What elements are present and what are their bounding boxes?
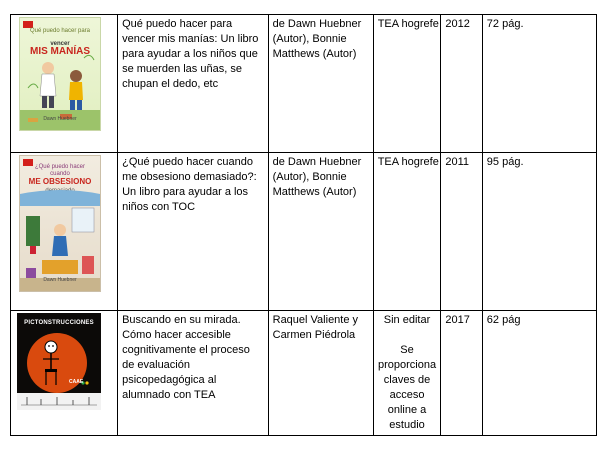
title-line: niños con TOC xyxy=(122,201,196,213)
year-cell: 2011 xyxy=(441,153,482,311)
author-line: de Dawn Huebner xyxy=(272,18,362,30)
year-cell: 2012 xyxy=(441,15,482,153)
cover-illustration xyxy=(20,156,100,291)
cover-title: ME OBSESIONO xyxy=(28,177,92,186)
publisher-line: claves de xyxy=(383,374,431,386)
publisher-cell xyxy=(373,153,441,311)
title-line: se muerden las uñas, se xyxy=(122,63,242,75)
title-line: Cómo hacer accesible xyxy=(122,329,231,341)
author-line: Raquel Valiente y xyxy=(272,314,359,326)
year-cell: 2017 xyxy=(441,311,482,436)
cover-top-text: PICTONSTRUCCIONES xyxy=(24,320,94,326)
title-line: para ayudar a los niños que xyxy=(122,48,258,60)
publisher-line: estudio xyxy=(389,419,425,431)
title-line: psicopedagógica al xyxy=(122,374,217,386)
table-row xyxy=(11,15,597,153)
pages-cell: 72 pág. xyxy=(482,15,596,153)
title-line: vencer mis manías: Un libro xyxy=(122,33,259,45)
title-line: alumnado con TEA xyxy=(122,389,216,401)
book-cover-image xyxy=(19,155,101,292)
publisher-line: Se xyxy=(400,344,414,356)
author-cell xyxy=(268,311,373,436)
title-line: ¿Qué puedo hacer cuando xyxy=(122,156,253,168)
title-line: Un libro para ayudar a los xyxy=(122,186,249,198)
table-row xyxy=(11,311,597,436)
author-cell xyxy=(268,153,373,311)
title-line: Buscando en su mirada. xyxy=(122,314,241,326)
cover-top-text: Qué puedo hacer para xyxy=(29,28,91,34)
publisher-line: TEA hogrefe xyxy=(377,18,439,30)
author-line: (Autor), Bonnie xyxy=(272,171,347,183)
books-table xyxy=(10,14,597,436)
publisher-line: TEA hogrefe xyxy=(377,156,439,168)
author-cell xyxy=(268,15,373,153)
title-cell xyxy=(118,15,269,153)
author-line: de Dawn Huebner xyxy=(272,156,362,168)
author-line: Matthews (Autor) xyxy=(272,186,357,198)
book-cover-image xyxy=(17,313,101,410)
title-line: cognitivamente el proceso xyxy=(122,344,250,356)
author-line: Matthews (Autor) xyxy=(272,48,357,60)
publisher-line: Sin editar xyxy=(383,314,431,326)
author-line: Carmen Piédrola xyxy=(272,329,356,341)
cover-author: Dawn Huebner xyxy=(43,277,77,283)
cover-top-text: ¿Qué puedo hacer cuando xyxy=(34,164,86,177)
cover-author: Dawn Huebner xyxy=(43,116,77,122)
publisher-cell xyxy=(373,15,441,153)
table-row xyxy=(11,153,597,311)
publisher-line: acceso xyxy=(389,389,425,401)
title-line: me obsesiono demasiado?: xyxy=(122,171,257,183)
cover-illustration xyxy=(17,313,101,410)
title-cell xyxy=(118,153,269,311)
title-line: de evaluación xyxy=(122,359,190,371)
book-cover-image xyxy=(19,17,101,131)
cover-cell xyxy=(11,311,118,436)
author-line: (Autor), Bonnie xyxy=(272,33,347,45)
cover-cell xyxy=(11,153,118,311)
cover-label: CAAE xyxy=(69,379,84,385)
title-line: chupan el dedo, etc xyxy=(122,78,219,90)
pages-cell: 95 pág. xyxy=(482,153,596,311)
publisher-cell xyxy=(373,311,441,436)
title-line: Qué puedo hacer para xyxy=(122,18,233,30)
publisher-line: online a xyxy=(387,404,427,416)
pages-cell: 62 pág xyxy=(482,311,596,436)
publisher-line: proporciona xyxy=(377,359,437,371)
title-cell xyxy=(118,311,269,436)
cover-title: MIS MANÍAS xyxy=(30,46,90,57)
cover-cell xyxy=(11,15,118,153)
cover-title-small: vencer xyxy=(50,41,70,47)
